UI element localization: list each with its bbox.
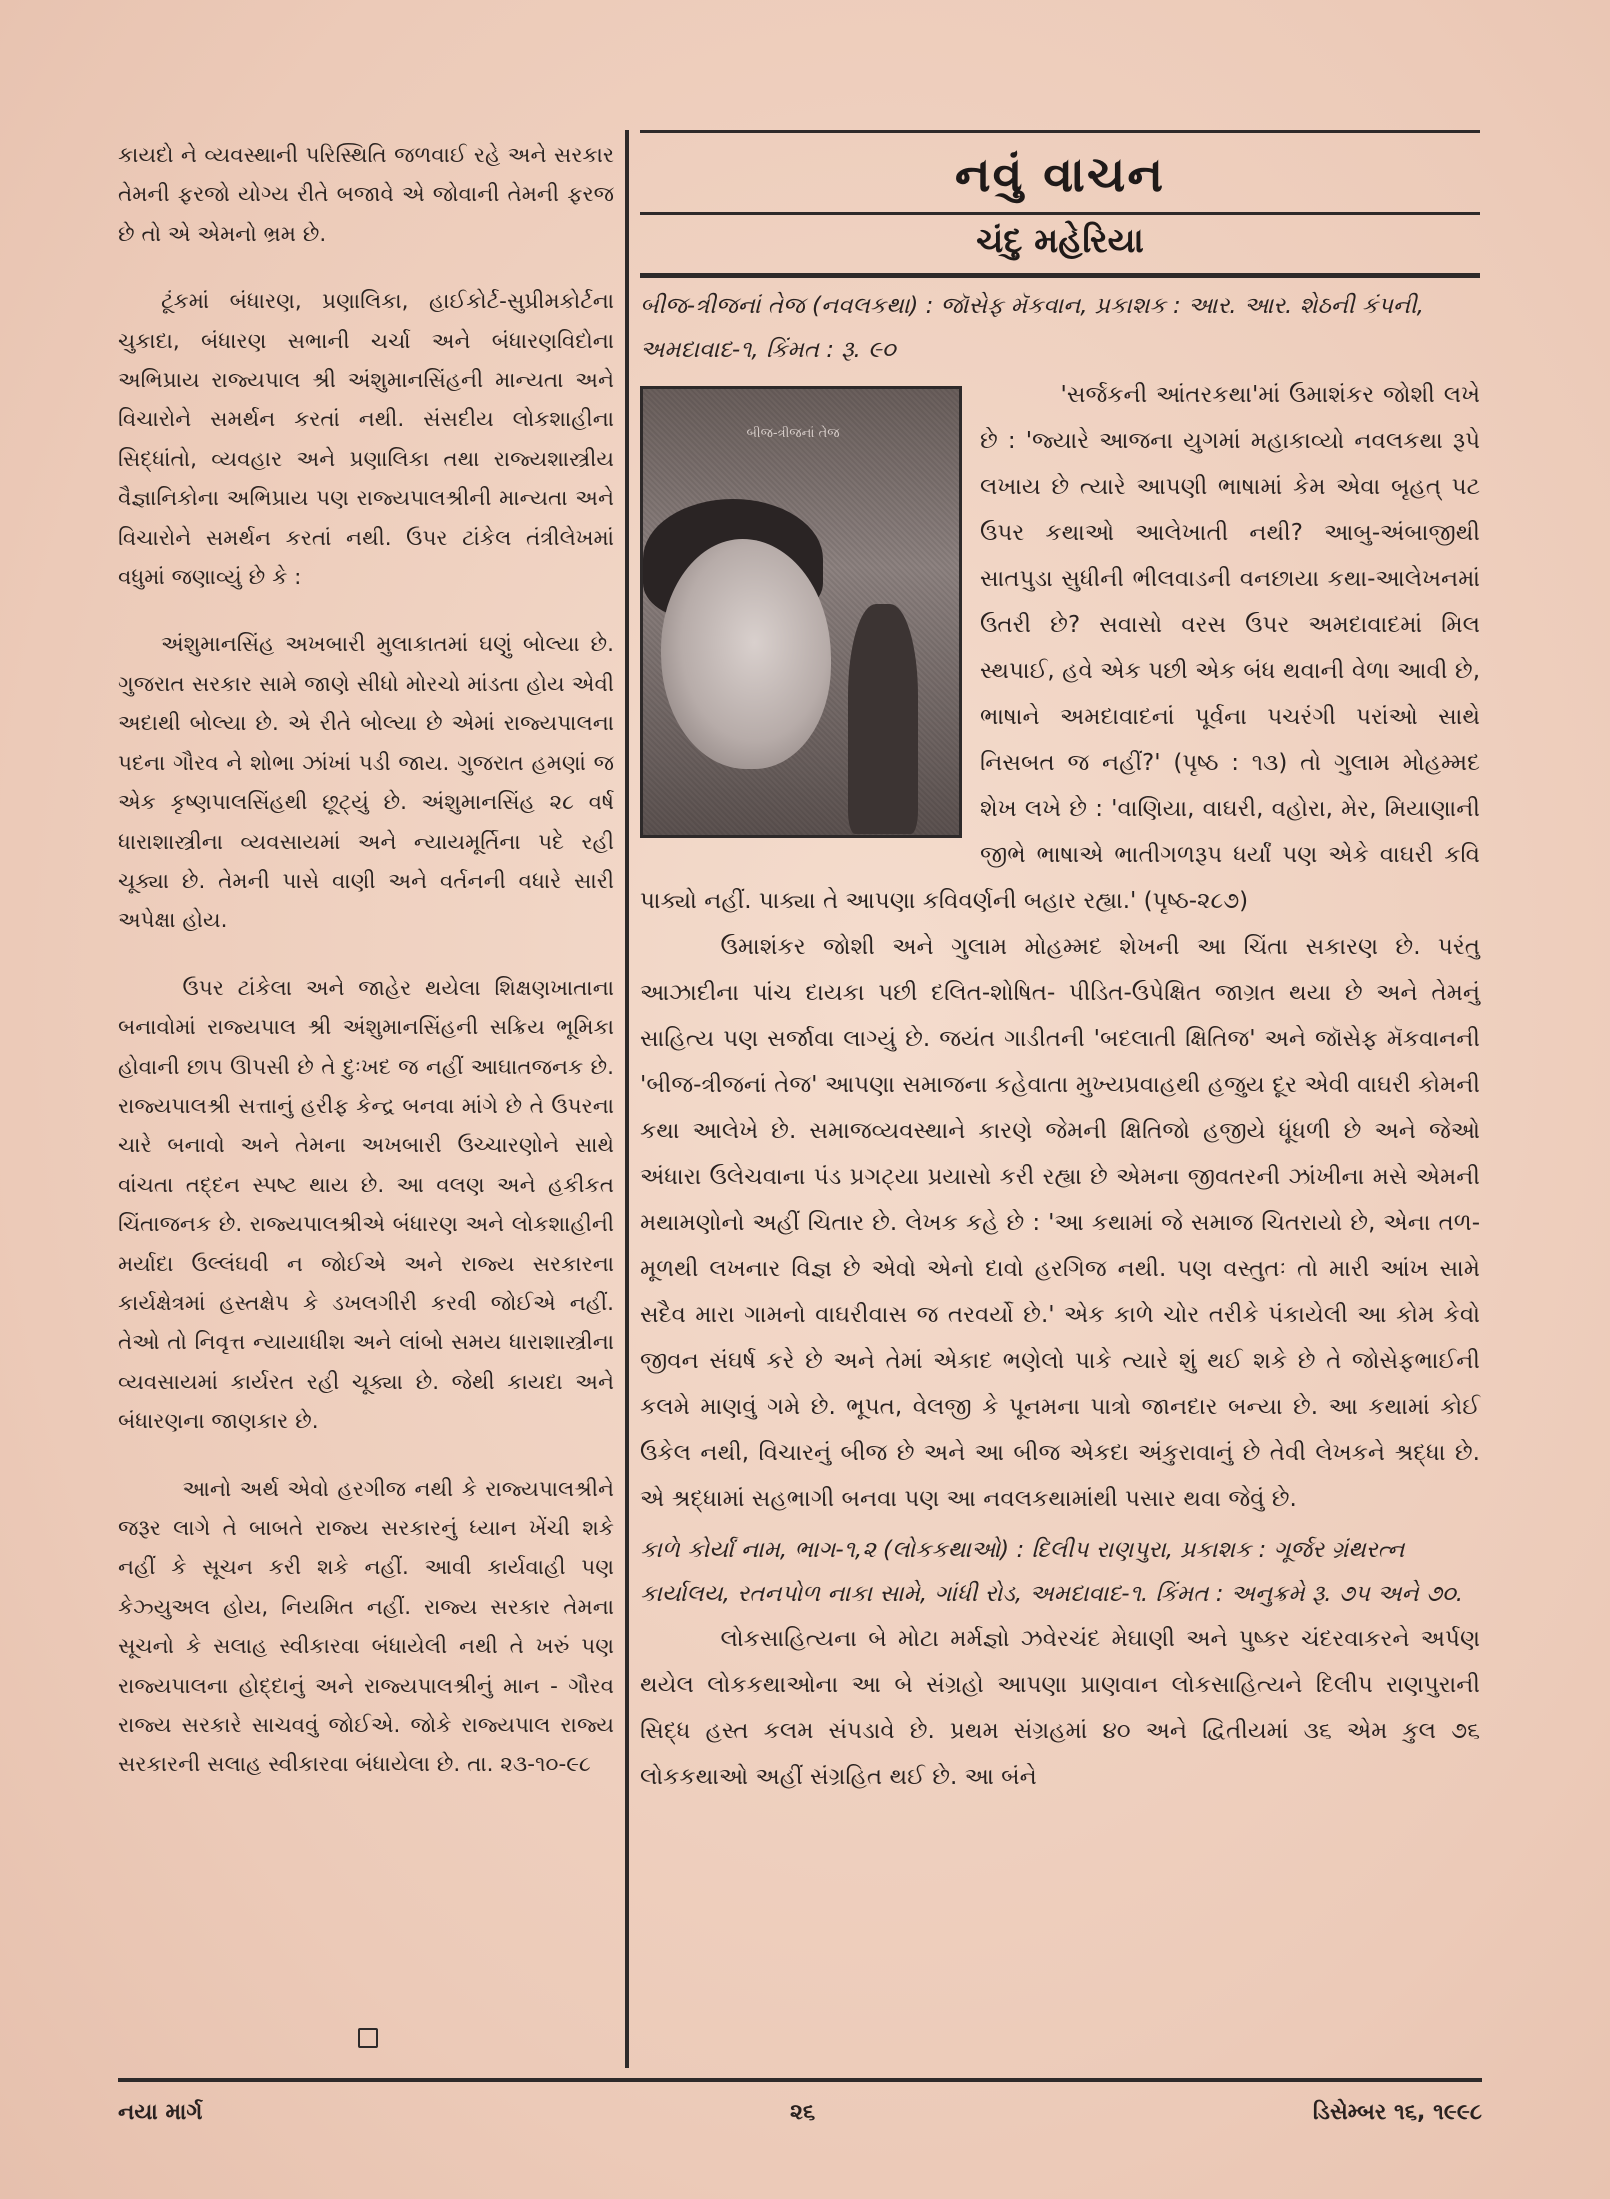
column-author: ચંદુ મહેરિયા <box>976 221 1144 261</box>
left-paragraph-2: ટૂંકમાં બંધારણ, પ્રણાલિકા, હાઈકોર્ટ-સુપ્રીમકોર્ટના ચુકાદા, બંધારણ સભાની ચર્ચા અને બંધારણવિદોના અભિપ્રાય રાજ્યપાલ શ્રી અંશુમાનસિંહની માન્યતા અને વિચારોને સમર્થન કરતાં નથી. સંસદીય લોકશાહીના સિદ્ધાંતો, વ્યવહાર અને પ્રણાલિકા તથા રાજ્યશાસ્ત્રીય વૈજ્ઞાનિકોના અભિપ્રાય પણ રાજ્યપાલશ્રીની માન્યતા અને વિચારોને સમર્થન કરતાં નથી. ઉપર ટાંકેલ તંત્રીલેખમાં વધુમાં જણાવ્યું છે કે : <box>118 289 614 591</box>
book-cover-image <box>640 386 962 838</box>
cover-figure-shape <box>848 604 918 834</box>
review2-heading: કાળે કોર્યાં નામ, ભાગ-૧,૨ (લોકકથાઓ) : દિલીપ રાણપુરા, પ્રકાશક : ગૂર્જર ગ્રંથરત્ન કાર્યાલય, રતનપોળ નાકા સામે, ગાંધી રોડ, અમદાવાદ-૧. કિંમત : અનુક્રમે રૂ. ૭૫ અને ૭૦. <box>640 1537 1464 1607</box>
book-cover-caption: બીજ-ત્રીજનાં તેજ <box>746 426 840 441</box>
footer-rule <box>118 2078 1482 2082</box>
review1-paragraph-2: ઉમાશંકર જોશી અને ગુલામ મોહમ્મદ શેખની આ ચિંતા સકારણ છે. પરંતુ આઝાદીના પાંચ દાયકા પછી દલિત-શોષિત- પીડિત-ઉપેક્ષિત જાગ્રત થયા છે અને તેમનું સાહિત્ય પણ સર્જાવા લાગ્યું છે. જયંત ગાડીતની 'બદલાતી ક્ષિતિજ' અને જૉસેફ મૅકવાનની 'બીજ-ત્રીજનાં તેજ' આપણા સમાજના કહેવાતા મુખ્યપ્રવાહથી હજુય દૂર એવી વાઘરી કોમની કથા આલેખે છે. સમાજવ્યવસ્થાને કારણે જેમની ક્ષિતિજો હજીયે ધૂંધળી છે અને જેઓ અંધારા ઉલેચવાના પંડ પ્રગટ્યા પ્રયાસો કરી રહ્યા છે એમના જીવતરની ઝાંખીના મસે એમની મથામણોનો અહીં ચિતાર છે. લેખક કહે છે : 'આ કથામાં જે સમાજ ચિતરાયો છે, એના તળ-મૂળથી લખનાર વિજ્ઞ છે એવો એનો દાવો હરગિજ નથી. પણ વસ્તુતઃ તો મારી આંખ સામે સદૈવ મારા ગામનો વાઘરીવાસ જ તરવર્યો છે.' એક કાળે ચોર તરીકે પંકાયેલી આ કોમ કેવો જીવન સંઘર્ષ કરે છે અને તેમાં એકાદ ભણેલો પાકે ત્યારે શું થઈ શકે છે તે જોસેફભાઈની કલમે માણવું ગમે છે. ભૂપત, વેલજી કે પૂનમના પાત્રો જાનદાર બન્યા છે. આ કથામાં કોઈ ઉકેલ નથી, વિચારનું બીજ છે અને આ બીજ એકદા અંકુરાવાનું છે તેવી લેખકને શ્રદ્ધા છે. એ શ્રદ્ધામાં સહભાગી બનવા પણ આ નવલકથામાંથી પસાર થવા જેવું છે. <box>640 934 1480 1512</box>
footer-page-number: ૨૬ <box>790 2100 816 2125</box>
review2-body <box>640 1616 1480 1800</box>
left-column <box>118 136 614 1813</box>
left-paragraph-3: અંશુમાનસિંહ અખબારી મુલાકાતમાં ઘણું બોલ્યા છે. ગુજરાત સરકાર સામે જાણે સીધો મોરચો માંડતા હોય એવી અદાથી બોલ્યા છે. એ રીતે બોલ્યા છે એમાં રાજ્યપાલના પદના ગૌરવ ને શોભા ઝાંખાં પડી જાય. ગુજરાત હમણાં જ એક કૃષ્ણપાલસિંહથી છૂટ્યું છે. અંશુમાનસિંહ ૨૮ વર્ષ ધારાશાસ્ત્રીના વ્યવસાયમાં અને ન્યાયમૂર્તિના પદે રહી ચૂક્યા છે. તેમની પાસે વાણી અને વર્તનની વધારે સારી અપેક્ષા હોય. <box>118 632 614 934</box>
left-paragraph-5: આનો અર્થ એવો હરગીજ નથી કે રાજ્યપાલશ્રીને જરૂર લાગે તે બાબતે રાજ્ય સરકારનું ધ્યાન ખેંચી શકે નહીં કે સૂચન કરી શકે નહીં. આવી કાર્યવાહી પણ કેઝ્યુઅલ હોય, નિયમિત નહીં. રાજ્ય સરકાર તેમના સૂચનો કે સલાહ સ્વીકારવા બંધાયેલી નથી તે ખરું પણ રાજ્યપાલના હોદ્દાનું અને રાજ્યપાલશ્રીનું માન - ગૌરવ રાજ્ય સરકારે સાચવવું જોઈએ. જોકે રાજ્યપાલ રાજ્ય સરકારની સલાહ સ્વીકારવા બંધાયેલા છે. તા. ૨૩-૧૦-૯૮ <box>118 1476 614 1778</box>
review2-paragraph-1: લોકસાહિત્યના બે મોટા મર્મજ્ઞો ઝવેરચંદ મેઘાણી અને પુષ્કર ચંદરવાકરને અર્પણ થયેલ લોકકથાઓના આ બે સંગ્રહો આપણા પ્રાણવાન લોકસાહિત્યને દિલીપ રાણપુરાની સિદ્ધ હસ્ત કલમ સંપડાવે છે. પ્રથમ સંગ્રહમાં ૪૦ અને દ્વિતીયમાં ૩૬ એમ કુલ ૭૬ લોકકથાઓ અહીં સંગ્રહિત થઈ છે. આ બંને <box>640 1626 1480 1790</box>
left-paragraph-4: ઉપર ટાંકેલા અને જાહેર થયેલા શિક્ષણખાતાના બનાવોમાં રાજ્યપાલ શ્રી અંશુમાનસિંહની સક્રિય ભૂમિકા હોવાની છાપ ઊપસી છે તે દુઃખદ જ નહીં આઘાતજનક છે. રાજ્યપાલશ્રી સત્તાનું હરીફ કેન્દ્ર બનવા માંગે છે તે ઉપરના ચારે બનાવો અને તેમના અખબારી ઉચ્ચારણોને સાથે વાંચતા તદ્દન સ્પષ્ટ થાય છે. આ વલણ અને હકીકત ચિંતાજનક છે. રાજ્યપાલશ્રીએ બંધારણ અને લોકશાહીની મર્યાદા ઉલ્લંઘવી ન જોઈએ અને રાજ્ય સરકારના કાર્યક્ષેત્રમાં હસ્તક્ષેપ કે ડખલગીરી કરવી જોઈએ નહીં. તેઓ તો નિવૃત્ત ન્યાયાધીશ અને લાંબો સમય ધારાશાસ્ત્રીના વ્યવસાયમાં કાર્યરત રહી ચૂક્યા છે. જેથી કાયદા અને બંધારણના જાણકાર છે. <box>118 975 614 1435</box>
end-of-article-square-icon <box>358 2028 378 2048</box>
title-rule <box>640 212 1480 215</box>
footer-date: ડિસેમ્બર ૧૬, ૧૯૯૮ <box>1312 2100 1482 2125</box>
review1-paragraph-1: 'સર્જકની આંતરકથા'માં ઉમાશંકર જોશી લખે છે : 'જ્યારે આજના યુગમાં મહાકાવ્યો નવલકથા રૂપે લખાય છે ત્યારે આપણી ભાષામાં કેમ એવા બૃહત્ પટ ઉપર કથાઓ આલેખાતી નથી? આબુ-અંબાજીથી સાતપુડા સુધીની ભીલવાડની વનછાયા કથા-આલેખનમાં ઉતરી છે? સવાસો વરસ ઉપર અમદાવાદમાં મિલ સ્થપાઈ, હવે એક પછી એક બંધ થવાની વેળા આવી છે, ભાષાને અમદાવાદનાં પૂર્વના પચરંગી પરાંઓ સાથે નિસબત જ નહીં?' (પૃષ્ઠ : ૧૩) તો ગુલામ મોહમ્મદ શેખ લખે છે : 'વાણિયા, વાઘરી, વહોરા, મેર, મિયાણાની જીભે ભાષાએ ભાતીગળરૂપ ધર્યાં પણ એકે વાઘરી કવિ પાક્યો નહીં. પાક્યા તે આપણા કવિવર્ણની બહાર રહ્યા.' (પૃષ્ઠ-૨૮૭) <box>640 382 1480 914</box>
review1-heading: બીજ-ત્રીજનાં તેજ (નવલકથા) : જૉસેફ મૅકવાન, પ્રકાશક : આર. આર. શેઠની કંપની, અમદાવાદ-૧, કિંમત : રૂ. ૯૦ <box>640 293 1424 363</box>
column-divider <box>625 130 629 2068</box>
top-rule <box>640 130 1480 133</box>
review1-body <box>640 372 1480 1522</box>
right-column <box>640 130 1480 1800</box>
column-title: નવું વાચન <box>954 147 1166 203</box>
author-rule <box>640 273 1480 278</box>
left-paragraph-1: કાયદો ને વ્યવસ્થાની પરિસ્થિતિ જળવાઈ રહે અને સરકાર તેમની ફરજો યોગ્ય રીતે બજાવે એ જોવાની તેમની ફરજ છે તો એ એમનો ભ્રમ છે. <box>118 143 614 247</box>
footer-publication: નયા માર્ગ <box>118 2100 203 2125</box>
